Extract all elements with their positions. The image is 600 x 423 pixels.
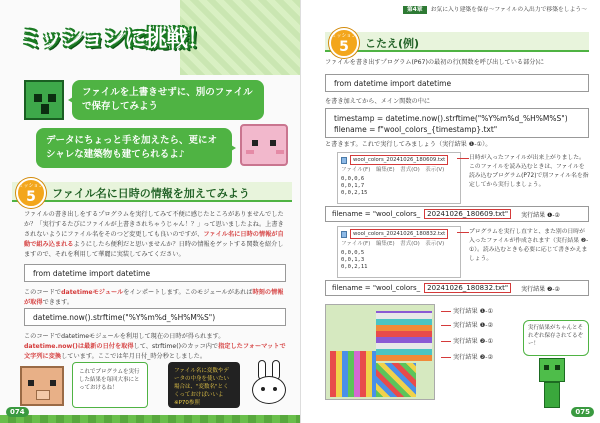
- mission-badge-label: ミッション: [18, 183, 44, 189]
- code-import-answer: from datetime import datetime: [325, 74, 589, 92]
- import-explanation: このコードでdatetimeモジュールをインポートします。このモジュールがあれば時刻の情報が取得できます。: [24, 289, 284, 306]
- creeper-head-icon: [24, 80, 64, 120]
- file-menu: ファイル(F) 編集(E) 書式(O) 表示(V): [341, 241, 445, 247]
- answer-heading: こたえ(例): [325, 32, 589, 52]
- result-label: 実行結果 ❶-②: [441, 320, 493, 329]
- arrow: [457, 158, 469, 159]
- timestamp-highlight: 20241026_180609.txt": [424, 209, 511, 219]
- file-line: 0,0,1,7: [341, 183, 365, 189]
- file-menu: ファイル(F) 編集(E) 書式(O) 表示(V): [341, 167, 445, 173]
- section-heading: ファイル名に日時の情報を加えてみよう: [12, 182, 292, 202]
- mission-badge-number: 5: [339, 39, 349, 55]
- mission-title: ミッションに挑戦！: [20, 27, 209, 52]
- result-note-2: プログラムを実行し直すと、また別の日時が入ったファイルが作成されます（実行結果 ❷-①）。読み込むときも必要に応じて書きかえましょう。: [469, 229, 589, 262]
- chapter-label: 第4章: [403, 6, 427, 14]
- result-reference: 実行結果 ❶-②: [521, 211, 560, 219]
- pig-character-icon: [20, 366, 64, 406]
- answer-text-3: と書きます。これで実行してみましょう（実行結果 ❶-①）。: [325, 141, 492, 148]
- file-line: 0,0,2,11: [341, 264, 368, 270]
- intro-paragraph: ファイルの書き出しをするプログラムを実行してみて不便に感じたところがありませんでしたか？「実行するたびにファイルが上書きされちゃうじゃん！？」って思いましたよね。上書きされないようにファイル名をそのつど変更しても良いのですが、ファイル名に日時の情報が自動で組み込まれるようにしたら便利だと思いませんか？日時の情報をゲットする関数を紹介しますので、それを利用して華麗に実装してみてください。: [24, 211, 284, 258]
- file-icon: [341, 231, 347, 238]
- file-icon: [341, 157, 347, 164]
- mission-badge-label: ミッション: [331, 33, 357, 39]
- page-number: 075: [571, 407, 594, 417]
- answer-text-1: ファイルを書き出すプログラム(P67)の最初の行(関数を呼び出している部分)に: [325, 59, 545, 66]
- result-label: 実行結果 ❶-①: [441, 306, 493, 315]
- file-name: wool_colors_20241026_180609.txt: [350, 155, 448, 165]
- filename-line-1: filename = "wool_colors_ 20241026_180609.txt" 実行結果 ❶-②: [325, 206, 589, 222]
- mission-badge: [16, 178, 46, 208]
- wool-blocks-screenshot: [325, 304, 435, 400]
- code-strftime: datetime.now().strftime("%Y%m%d_%H%M%S"): [24, 308, 286, 326]
- code-import: from datetime import datetime: [24, 264, 286, 282]
- file-window-1: [337, 152, 461, 204]
- arrow: [457, 232, 469, 233]
- chapter-header: [301, 4, 600, 16]
- answer-text-2: を書き加えてから、メイン関数の中に: [325, 98, 431, 105]
- result-label: 実行結果 ❷-①: [441, 336, 493, 345]
- grass-strip: [0, 415, 300, 423]
- speech-bubble-1: ファイルを上書きせずに、別のファイルで保存してみよう: [72, 80, 264, 120]
- file-line: 0,0,1,3: [341, 257, 365, 263]
- file-line: 0,0,2,15: [341, 190, 368, 196]
- filename-line-2: filename = "wool_colors_ 20241026_180832.txt" 実行結果 ❷-②: [325, 280, 589, 296]
- speech-bubble-2: データにちょっと手を加えたら、更にオシャレな建築物も建てられるよ♪: [36, 128, 232, 168]
- file-line: 0,0,0,5: [341, 250, 365, 256]
- pink-character-icon: [240, 124, 288, 166]
- rabbit-character-icon: [250, 360, 290, 410]
- mission-badge: [329, 28, 359, 58]
- result-label: 実行結果 ❷-②: [441, 352, 493, 361]
- result-reference: 実行結果 ❷-②: [521, 285, 560, 293]
- strftime-explanation: このコードでdatetimeモジュールを利用して現在の日時が得られます。 datetime.now()は最新の日付を取得して、strftime()のカッコ内で指定したフォーマットで文字列に変換しています。ここでは年月日付_時分秒としました。: [24, 333, 286, 360]
- page-number: 074: [6, 407, 29, 417]
- tip-note-dark: ファイル名に変数やデータの中身を使いたい場合は、"変数名"とくくっておけばいいよ ※P70参照: [168, 362, 240, 408]
- result-note-1: 日時が入ったファイルが出来上がりました。このファイルを読み込むときは、ファイルを読み込むプログラム(P72)で別ファイル名を指定してから実行しましょう。: [469, 155, 589, 188]
- file-name: wool_colors_20241026_180832.txt: [350, 229, 448, 239]
- file-line: 0,0,0,6: [341, 176, 365, 182]
- chapter-title: お気に入り建築を保存～ファイルの入出力で移築をしよう～: [430, 7, 587, 13]
- mission-badge-number: 5: [26, 189, 36, 205]
- creeper-character-icon: [539, 358, 565, 408]
- timestamp-highlight: 20241026_180832.txt": [424, 283, 511, 293]
- file-window-2: [337, 226, 461, 278]
- creeper-speech: 実行結果がちゃんとそれぞれ保存されてるぞー！: [523, 320, 589, 356]
- code-timestamp: timestamp = datetime.now().strftime("%Y%m%d_%H%M%S") filename = f"wool_colors_{timestamp}.txt": [325, 108, 589, 138]
- right-page: [300, 0, 600, 423]
- tip-note: これでプログラムを実行した結果を毎回大事にとっておけるね！: [72, 362, 148, 408]
